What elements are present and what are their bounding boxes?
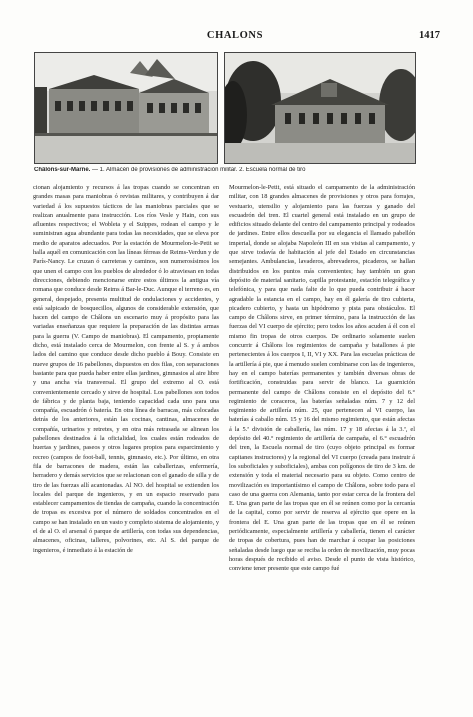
column-right-text: Mourmelon-le-Petit, está situado el campamento de la administración militar, con 18 grandes almacenes de provisiones y otros para forrajes, vestuario, utensilio y alojamiento para las fuerzas y ganado del escuadrón del tren. El cuartel general está instalado en un grupo de edificios situado delante del centro del campamento principal y rodeados de jardines. Entre ellos descuella por su elegancia el llamado pabellón imperial, donde se alojaba Napoleón III en sus visitas al campamento, y que sirve todavía de habitación al jefe del Estado en circunstancias semejantes. Ambulancias, lavaderos, abrevaderos, picaderos, se hallan distribuidos en los puntos más convenientes; hay también un gran depósito de material sanitario, capilla protestante, estación telegráfica y telefónica, y para que nada falte de lo que pueda contribuir á hacer agradable la estancia en el campo, hay en él galería de tiro cubierta, picadero cubierto, y hasta un hipódromo y pista para obstáculos. El campo de Châlons sirve, en primer término, para la instrucción de las fuerzas del VI cuerpo de ejército; pero todos los años acuden á él con el mismo fin tropas de otros cuerpos. De ordinario solamente suelen concurrir á Châlons los regimientos de campaña y batallones á pie pertenecientes á los cuerpos I, II, VI y XX. Para las escuelas prácticas de la artillería á pie, que á menudo suelen combinarse con las de ingenieros, hay en el campo baterías permanentes y también diversas obras de fortificación, construidas para servir de blanco. La guarnición permanente del campo de Châlons consiste en el depósito del 6.° regimiento de coraceros, las baterías señaladas núm. 7 y 12 del regimiento de artillería núm. 25, que pertenecen al VI cuerpo, las baterías á caballo núm. 15 y 16 del mismo regimiento, que están afectas á la 5.ª división de caballería, las núm. 17 y 18 afectas á la 3.ª, el depósito del 40.° regimiento de artillería de campaña, el 6.° escuadrón del tren, la Escuela normal de tiro (cuyo objeto principal es formar capitanes instructores) y la regional del VI cuerpo (creada para instruir á los suboficiales y suboficiales), ambas con polígonos de tiro de 3 km. de extensión y toda el material necesario para su objeto. Como centro de movilización es importantísimo el campo de Châlons, sobre todo para el caso de una guerra con Alemania, tanto por estar cerca de la frontera del E. Una gran parte de las tropas que en él se reúnen como por la cercanía de la capital, como por servir de reserva al ejército que opere en la frontera del E. Una gran parte de las tropas que en él se reúnen periódicamente, especialmente artillería y caballería, tienen el carácter de tropas de cobertura, pues han de marchar á ocupar las posiciones señaladas desde luego que se reciba la orden de movilización, muy pocas horas después de recibido el aviso. Desde el punto de vista histórico, conviene tener presente que este campo fué	[229, 184, 415, 573]
caption-text: — 1. Almacén de provisiones de administración militar. 2. Escuela normal de tiro	[92, 167, 306, 173]
text-column-right	[229, 183, 415, 695]
shooting-school-photo	[224, 52, 416, 164]
column-left-text: cionan alojamiento y recursos á las tropas cuando se concentran en grandes masas para maniobras ó revistas militares, y contribuyen á dar variedad á los supuestos tácticos de las maniobras parciales que se realizan anualmente para instrucción. Los ríos Vesle y Hain, con sus afluentes respectivos; el Wobleta y el Suippes, rodean el campo y le suministran agua abundante para todas las necesidades, que se eleva por medio de aparatos adecuados. Por la estación de Mourmelon-le-Petit se halla aquél en comunicación con las líneas férreas de Reims-Verdun y de París-Nancy. Le cruzan ó carreteras y caminos, son numerosísimos los que unen el campo con los pueblos de alrededor ó lo atraviesan en todas direcciones, debiendo mencionarse entre estos últimos la antigua vía romana que conduce desde Reims á Bar-le-Duc. Aunque el terreno es, en general, despejado, presenta multitud de ondulaciones y accidentes, y está salpicado de bosquecillos, algunos de considerable extensión, que hacen del campo de Châlons un escenario muy á propósito para las variadas enseñanzas que requiere la preparación de las distintas armas para la guerra (V. Campo de maniobras). El campamento, propiamente dicho, está instalado cerca de Mourmelon, con frente al S. y á ambos lados del camino que conduce desde dicho pueblo á Bouy. Consiste en nueve grupos de 16 pabellones, dispuestos en dos filas, con separaciones bastante para que pueda haber entre ellas jardines, gimnasios al aire libre y una ancha vía transversal. El grupo del extremo al O. está convenientemente cercado y sirve de hospital. Los pabellones son todos de fábrica y de planta baja, teniendo capacidad cada uno para una compañía, escuadrón ó batería. En otra línea de barracas, más colocadas detrás de los anteriores, están las cocinas, cantinas, almacenes de compañía, urinarios y retretes, y en otra más retrasada se alinean los pabellones destinados á la oficialidad, los cuales están rodeados de huertas y jardines, paseos y otros lugares propios para esparcimiento y recreo (campos de foot-ball, tennis, gimnasio, etc.). Por último, en otra fila de barracones de madera, están las caballerizas, enfermería, herradero y demás servicios que se relacionan con el ganado de silla y de tiro de las fuerzas allí acantonadas. Al NO. del hospital se extienden los locales del parque de ingenieros, y en un espacio reservado para establecer campamentos de tiendas de campaña, cuando la concentración de tropas es excesiva por el número de soldados concentrados en el campo se han instalado en un vasto y completo sistema de alojamiento, y el de al O. el arsenal ó parque de artillería, con todas sus dependencias, almacenes, oficinas, talleres, polvorines, etc. Al S. del parque de ingenieros, é inmediato á la estación de	[33, 184, 219, 554]
text-column-left	[33, 183, 219, 695]
page-number: 1417	[419, 30, 440, 41]
caption-place: Châlons-sur-Marne.	[34, 167, 91, 173]
running-title: CHALONS	[206, 30, 264, 41]
warehouse-photo	[34, 52, 218, 164]
figure-caption	[34, 167, 414, 173]
page-header	[30, 30, 440, 44]
